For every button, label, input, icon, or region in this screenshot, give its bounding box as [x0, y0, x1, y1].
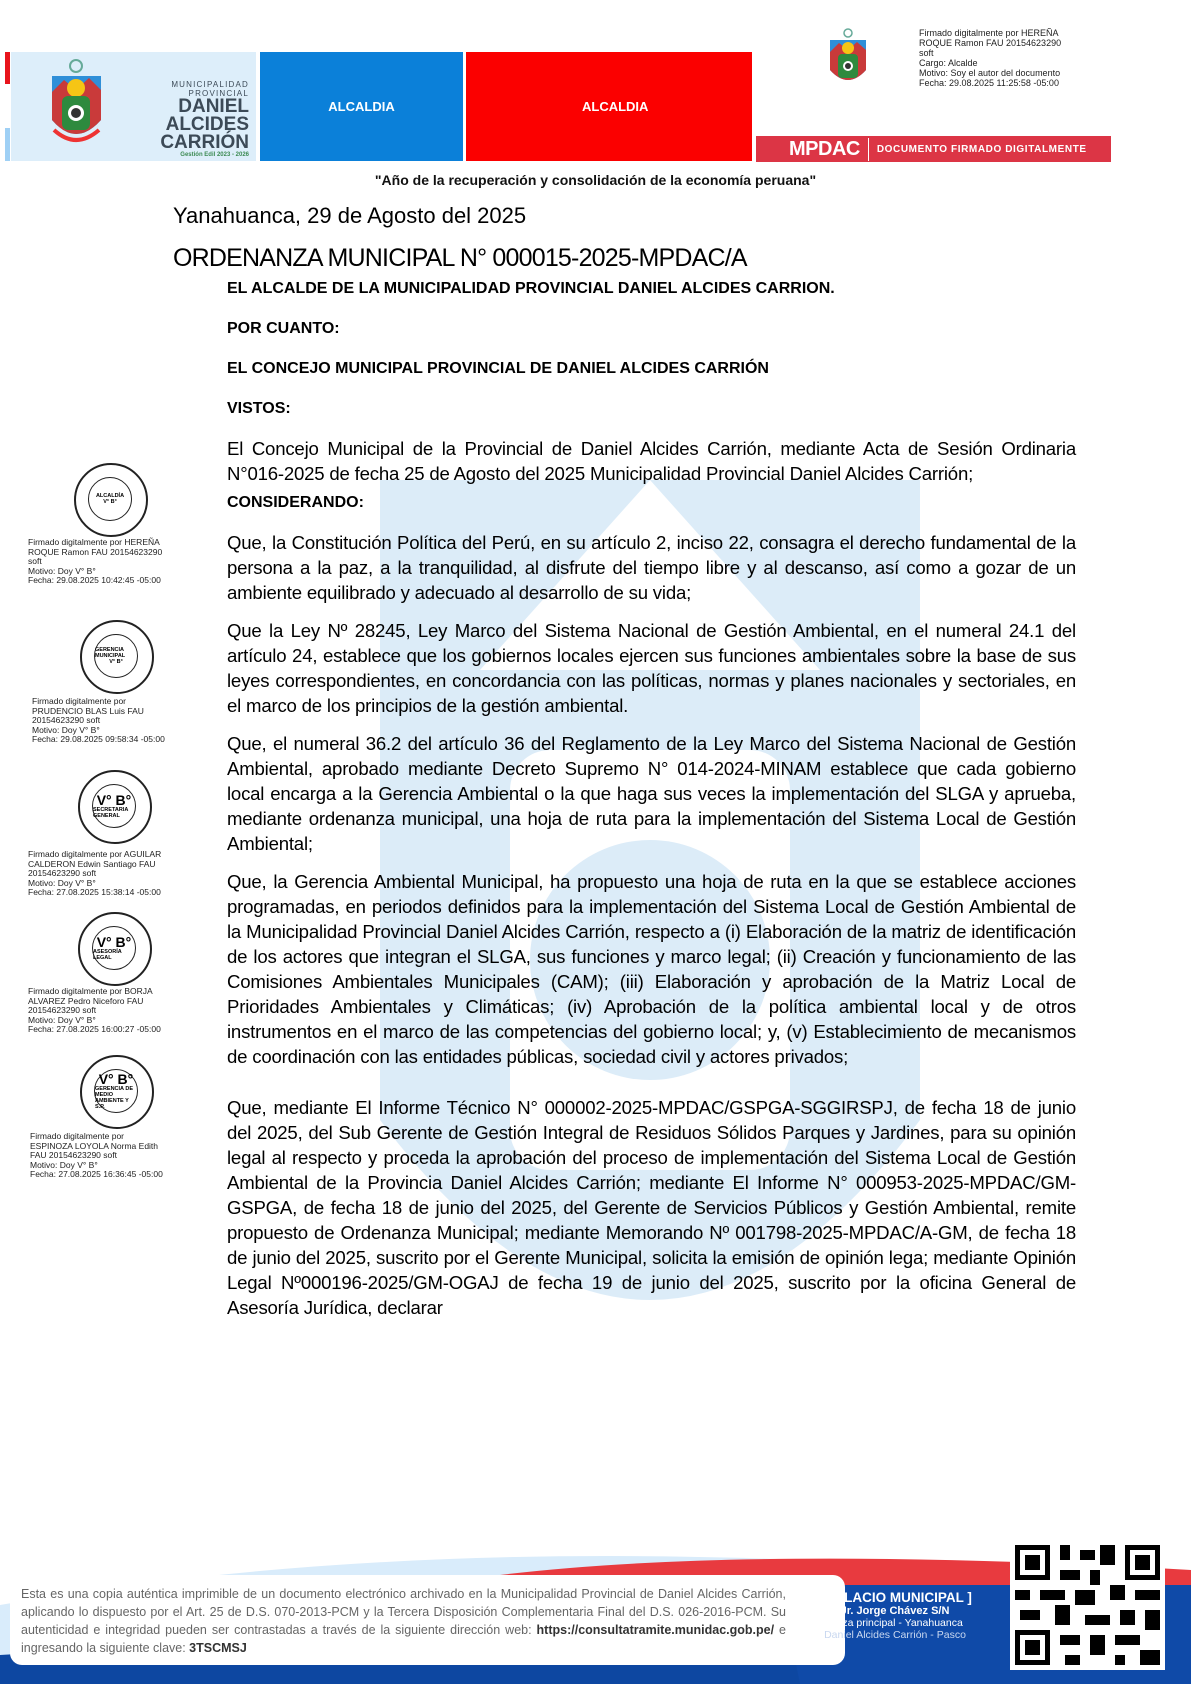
signature-crest-icon	[828, 28, 868, 90]
top-digital-signature: Firmado digitalmente por HEREÑA ROQUE Ramon FAU 20154623290 soft Cargo: Alcalde Motivo: Soy el autor del documento Fecha: 29.08.2025 11:25:58 -05:00	[919, 28, 1062, 88]
considerando-paragraph: Que, el numeral 36.2 del artículo 36 del Reglamento de la Ley Marco del Sistema Nacional de Gestión Ambiental, aprobado mediante Decreto Supremo N° 014-2024-MINAM establece que cada gobierno local encarga a la Gerencia Ambiental o la que haga sus veces la implementación del SLGA y aprueba, mediante ordenanza municipal, una hoja de ruta para la implementación del Sistema Local de Gestión Ambiental;	[227, 733, 1076, 854]
digitally-signed-banner: MPDAC DOCUMENTO FIRMADO DIGITALMENTE	[756, 136, 1111, 162]
considerando-paragraph: Que, la Constitución Política del Perú, en su artículo 2, inciso 22, consagra el derecho fundamental de la persona a la paz, a la tranquilidad, al disfrute del tiempo libre y al descanso, así como a gozar de un ambiente equilibrado y adecuado al desarrollo de su vida;	[227, 532, 1076, 603]
place-date: Yanahuanca, 29 de Agosto del 2025	[173, 203, 527, 228]
medio-ambiente-seal-icon: V° B° GERENCIA DE MEDIO AMBIENTE Y S.P.	[80, 1055, 154, 1129]
side-signature-5: Firmado digitalmente por ESPINOZA LOYOLA Norma Edith FAU 20154623290 soft Motivo: Doy V° B° Fecha: 27.08.2025 16:36:45 -05:00	[30, 1131, 163, 1179]
side-signature-3: Firmado digitalmente por AGUILAR CALDERON Edwin Santiago FAU 20154623290 soft Motivo: Doy V° B° Fecha: 27.08.2025 15:38:14 -05:00	[28, 849, 162, 897]
alcaldia-band-red: ALCALDIA	[466, 52, 752, 161]
alcaldia-seal-icon: ALCALDÍA V° B°	[74, 463, 148, 537]
municipal-crest-icon	[49, 58, 104, 148]
ordinance-title: ORDENANZA MUNICIPAL N° 000015-2025-MPDAC/A	[173, 244, 747, 272]
side-signature-2: Firmado digitalmente por PRUDENCIO BLAS Luis FAU 20154623290 soft Motivo: Doy V° B° Fecha: 29.08.2025 09:58:34 -05:00	[32, 696, 165, 744]
vistos-paragraph: El Concejo Municipal de la Provincial de Daniel Alcides Carrión, mediante Acta de Sesión Ordinaria N°016-2025 de fecha 25 de Agosto del 2025 Municipalidad Provincial Daniel Alcides Carrión;	[227, 438, 1076, 484]
header-red-stripe	[5, 52, 10, 84]
asesoria-legal-seal-icon: V° B° ASESORÍA LEGAL	[78, 912, 152, 986]
year-motto: "Año de la recuperación y consolidación de la economía peruana"	[374, 172, 817, 188]
heading-concejo: EL CONCEJO MUNICIPAL PROVINCIAL DE DANIEL ALCIDES CARRIÓN	[227, 360, 769, 377]
considerando-paragraph: Que, la Gerencia Ambiental Municipal, ha propuesto una hoja de ruta en la que se establece acciones programadas, en periodos definidos para la implementación del Sistema Local de Gestión Ambiental de la Municipalidad Provincial Daniel Alcides Carrión, respecto a (i) Elaboración de la matriz de identificación de los actores que integran el SLGA, sus funciones y marco legal; (ii) Creación y funcionamiento de las Comisiones Ambientales Municipales (CAM); (iii) Elaboración y aprobación de la Matriz Local de Prioridades Ambientales y Climáticas; (iv) Aprobación de la política ambiental local y de otros instrumentos en el marco de las competencias del gobierno local; y, (v) Establecimiento de mecanismos de coordinación con las entidades públicas, sociedad civil y actores privados;	[227, 871, 1076, 1067]
heading-vistos: VISTOS:	[227, 400, 291, 417]
palacio-municipal-address: [ PALACIO MUNICIPAL ] Jr. Jorge Chávez S/N Plaza principal - Yanahuanca Daniel Alcides Carrión - Pasco	[818, 1590, 972, 1641]
gerencia-municipal-seal-icon: GERENCIA MUNICIPAL V° B°	[80, 620, 154, 694]
header-blue-stripe	[5, 128, 10, 161]
qr-code-icon[interactable]	[1010, 1540, 1165, 1670]
municipality-logo-panel	[11, 52, 256, 161]
heading-alcalde: EL ALCALDE DE LA MUNICIPALIDAD PROVINCIAL DANIEL ALCIDES CARRION.	[227, 280, 835, 297]
heading-considerando: CONSIDERANDO:	[227, 494, 364, 511]
alcaldia-band-blue: ALCALDIA	[260, 52, 463, 161]
verification-key: 3TSCMSJ	[189, 1641, 247, 1655]
heading-por-cuanto: POR CUANTO:	[227, 320, 340, 337]
authenticity-notice: Esta es una copia auténtica imprimible de un documento electrónico archivado en la Municipalidad Provincial de Daniel Alcides Carrión, aplicando lo dispuesto por el Art. 25 de D.S. 070-2013-PCM y la Tercera Disposición Complementaria Final del D.S. 026-2016-PCM. Su autenticidad e integridad pueden ser contrastadas a través de la siguiente dirección web: https://consultatramite.munidac.gob.pe/ e ingresando la siguiente clave: 3TSCMSJ	[21, 1587, 786, 1655]
side-signature-1: Firmado digitalmente por HEREÑA ROQUE Ramon FAU 20154623290 soft Motivo: Doy V° B° Fecha: 29.08.2025 10:42:45 -05:00	[28, 537, 163, 585]
side-signature-4: Firmado digitalmente por BORJA ALVAREZ Pedro Niceforo FAU 20154623290 soft Motivo: Doy V° B° Fecha: 27.08.2025 16:00:27 -05:00	[28, 986, 161, 1034]
considerando-paragraph: Que la Ley Nº 28245, Ley Marco del Sistema Nacional de Gestión Ambiental, en el numeral 24.1 del artículo 24, establece que los gobiernos locales ejercen sus funciones ambientales sobre la base de sus leyes correspondientes, en concordancia con las políticas, normas y planes nacionales y sectoriales, en el marco de los principios de la gestión ambiental.	[227, 620, 1076, 716]
secretaria-general-seal-icon: V° B° SECRETARIA GENERAL	[78, 770, 152, 844]
municipality-name: MUNICIPALIDAD PROVINCIAL DANIEL ALCIDES CARRIÓN Gestión Edil 2023 - 2026	[160, 80, 249, 158]
consulta-url-link[interactable]: https://consultatramite.munidac.gob.pe/	[536, 1623, 775, 1637]
document-body	[227, 276, 1076, 1320]
considerando-paragraph: Que, mediante El Informe Técnico N° 000002-2025-MPDAC/GSPGA-SGGIRSPJ, de fecha 18 de junio del 2025, del Sub Gerente de Gestión Integral de Residuos Sólidos Parques y Jardines, para su opinión legal al respecto y proceda la aprobación del proceso de implementación del Sistema Local de Gestión Ambiental de la Provincia Daniel Alcides Carrión; mediante El Informe N° 000953-2025-MPDAC/GM-GSPGA, de fecha 18 de junio del 2025, del Gerente de Servicios Públicos y Gestión Ambiental, remite propuesto de Ordenanza Municipal; mediante Memorando Nº 001798-2025-MPDAC/A-GM, de fecha 18 de junio del 2025, suscrito por el Gerente Municipal, solicita la emisión de opinión lega; mediante Opinión Legal Nº000196-2025/GM-OGAJ de fecha 19 de junio del 2025, suscrito por la oficina General de Asesoría Jurídica, declarar	[227, 1097, 1076, 1318]
